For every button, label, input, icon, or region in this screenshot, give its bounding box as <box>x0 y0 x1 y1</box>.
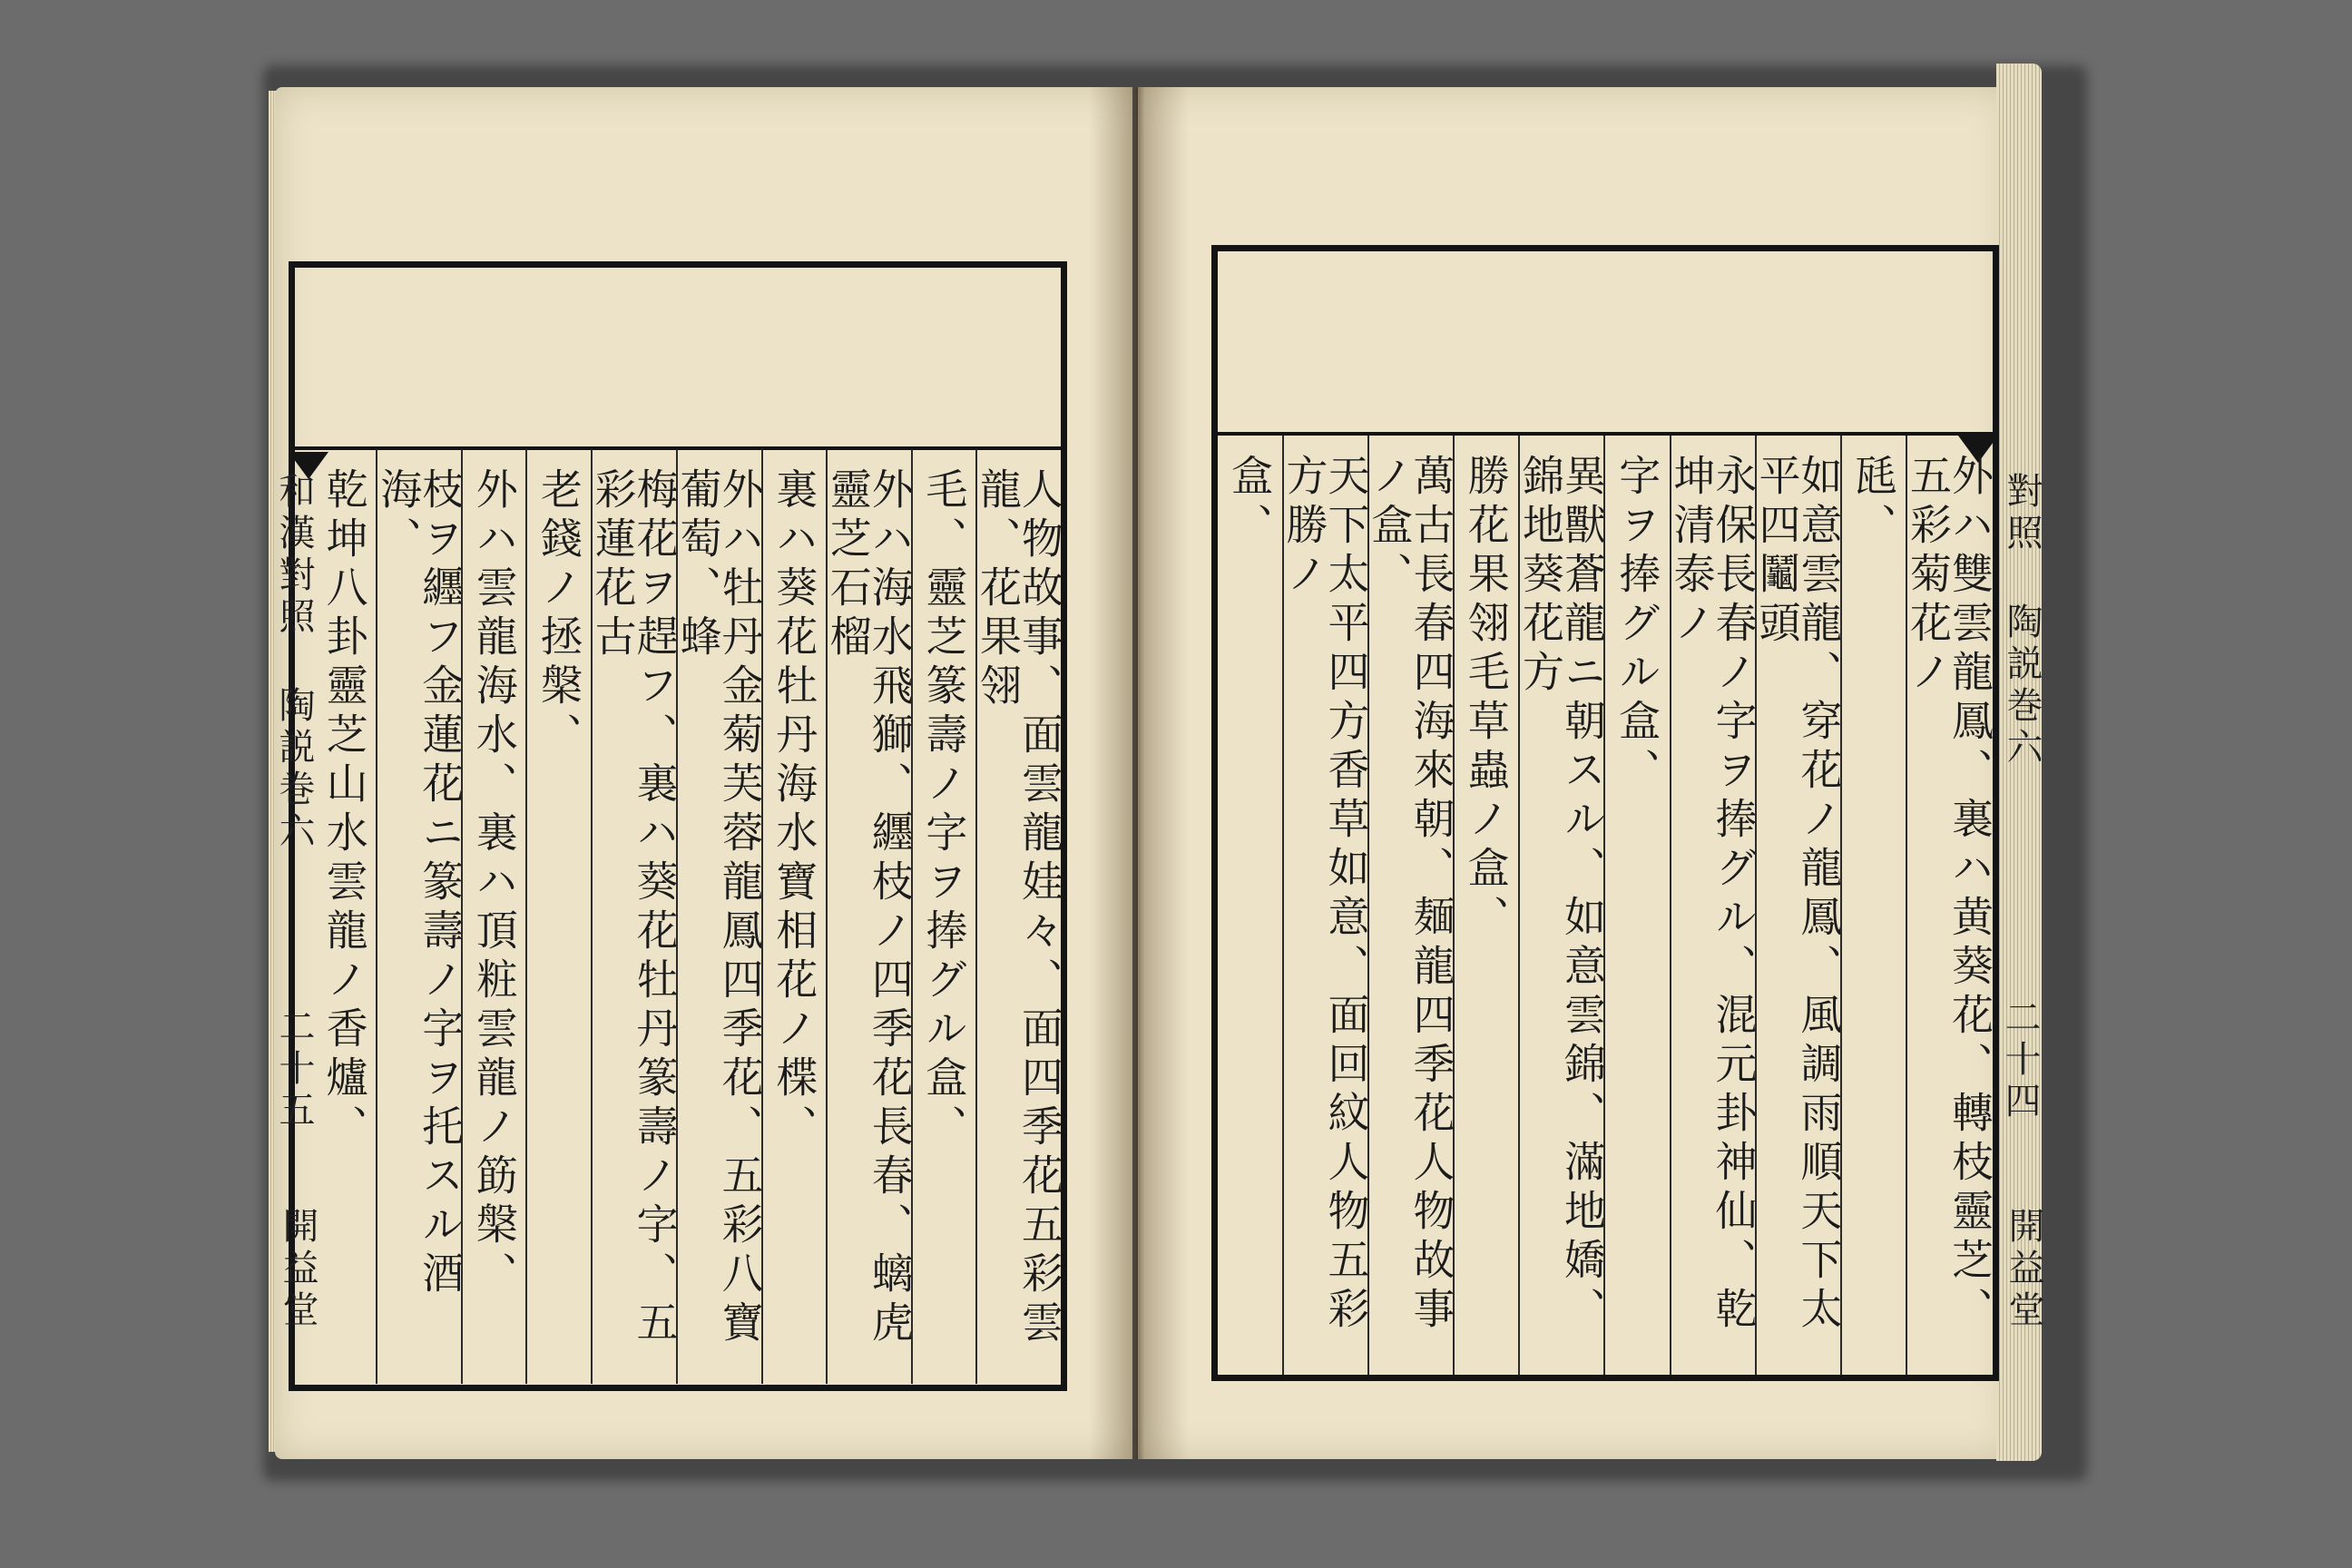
text-column: 勝花果翎毛草蟲ノ盒、 <box>1453 436 1519 1375</box>
left-margin-title: 和漢對照 陶説巻六 <box>273 472 315 853</box>
text-column: 字ヲ捧グル盒、 <box>1603 436 1670 1375</box>
right-publisher-mark: 開益堂 <box>2003 1207 2044 1332</box>
left-text-columns <box>313 449 1064 1384</box>
text-column: 乾坤八卦靈芝山水雲龍ノ香爐、 <box>319 467 369 1153</box>
text-column: 萬古長春四海來朝、麺龍四季花人物故事ノ盒、 <box>1367 436 1453 1375</box>
text-column: 外ハ雙雲龍鳳、裏ハ黄葵花、轉枝靈芝、五彩菊花ノ <box>1906 436 1991 1375</box>
text-column: 老錢ノ拯槃、 <box>525 449 590 1384</box>
text-column: 梅花ヲ趕フ、裏ハ葵花牡丹篆壽ノ字、五彩蓮花古 <box>591 449 676 1384</box>
text-column: 外ハ牡丹金菊芙蓉龍鳳四季花、五彩八寶葡萄、蜂 <box>676 449 761 1384</box>
text-column: 毛、靈芝篆壽ノ字ヲ捧グル盒、 <box>911 449 975 1384</box>
left-publisher-mark: 開益堂 <box>277 1207 318 1332</box>
right-folio-number: 二十四 <box>1999 998 2041 1123</box>
text-column: 瓱、 <box>1840 436 1906 1375</box>
text-column: 永保長春ノ字ヲ捧グル、混元卦神仙、乾坤清泰ノ <box>1670 436 1755 1375</box>
right-margin-title: 對照 陶説巻六 <box>2001 472 2043 769</box>
text-column: 異獸蒼龍ニ朝スル、如意雲錦、滿地嬌、錦地葵花方 <box>1518 436 1603 1375</box>
right-text-columns <box>1218 436 1994 1375</box>
text-column: 裏ハ葵花牡丹海水寶相花ノ楪、 <box>761 449 826 1384</box>
text-column: 外ハ雲龍海水、裏ハ頂粧雲龍ノ筯槃、 <box>461 449 525 1384</box>
text-column: 枝ヲ纒フ金蓮花ニ篆壽ノ字ヲ托スル酒海、 <box>376 449 461 1384</box>
book-gutter <box>1089 87 1189 1459</box>
text-column: 人物故事、面雲龍娃々、面四季花五彩雲龍、花果翎 <box>975 449 1061 1384</box>
text-column: 外ハ海水飛獅、纒枝ノ四季花長春、螭虎靈芝石榴 <box>826 449 911 1384</box>
text-column: 天下太平四方香草如意、面回紋人物五彩方勝ノ <box>1282 436 1367 1375</box>
left-folio-number: 二十五 <box>273 1007 315 1132</box>
text-column: 如意雲龍、穿花ノ龍鳳、風調雨順天下太平四鬮頭 <box>1755 436 1840 1375</box>
text-column: 盒、 <box>1225 454 1275 552</box>
